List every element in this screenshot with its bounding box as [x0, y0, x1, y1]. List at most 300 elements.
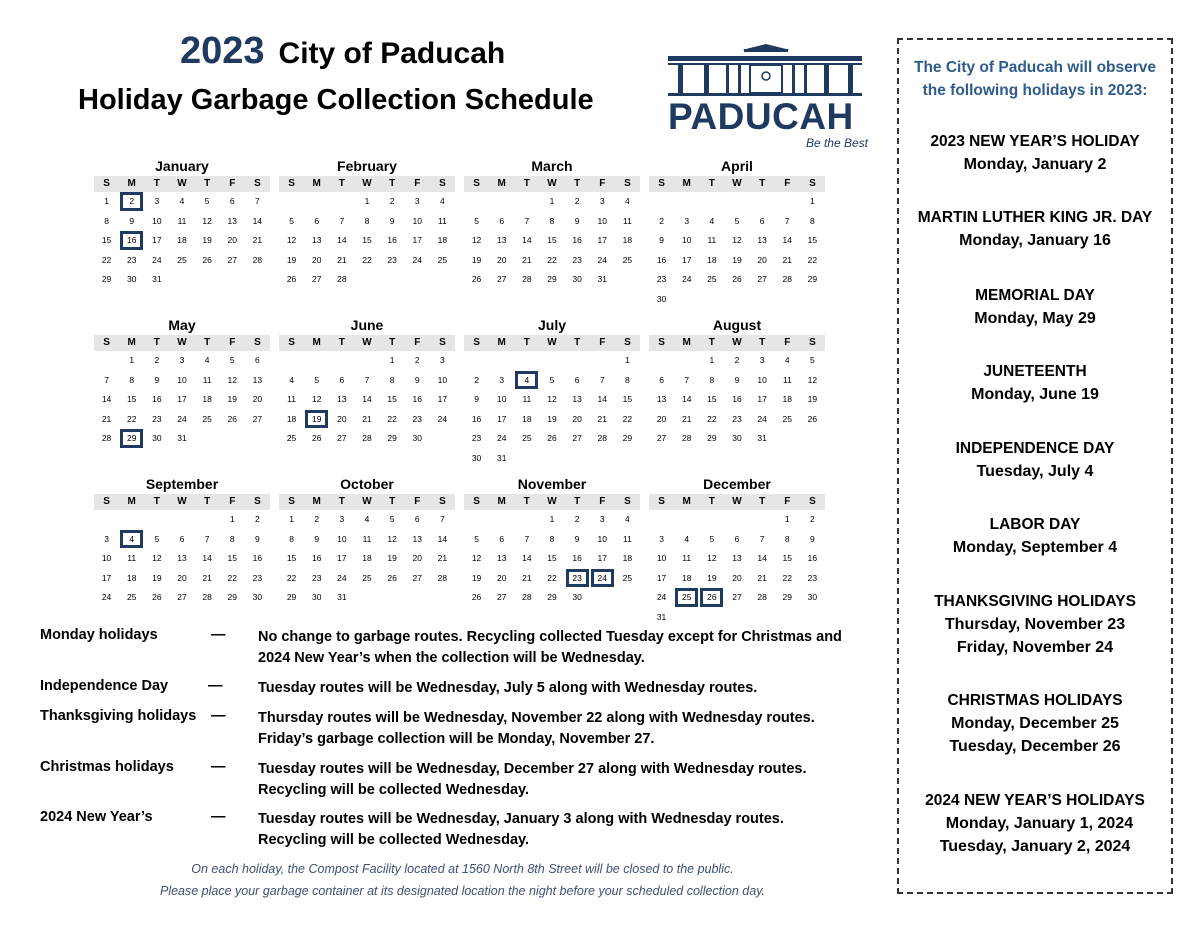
day-cell: 18 — [707, 254, 717, 265]
day-cell: 12 — [547, 394, 557, 404]
day-cell: 13 — [337, 394, 347, 404]
day-cell: 28 — [681, 433, 692, 443]
day-cell: 21 — [202, 572, 212, 583]
day-cell: 7 — [255, 196, 260, 206]
day-grid — [464, 351, 640, 468]
day-cell: 1 — [810, 196, 815, 206]
day-cell: 23 — [252, 572, 263, 583]
note-line: Tuesday routes will be Wednesday, January 3 along with Wednesday routes. — [258, 811, 784, 827]
weekday-header: S — [288, 337, 295, 348]
day-cell: 26 — [227, 413, 237, 424]
day-cell: 8 — [289, 533, 294, 544]
day-cell: 26 — [311, 433, 322, 443]
day-cell: 30 — [656, 293, 667, 304]
day-cell: 27 — [177, 592, 187, 602]
day-cell: 10 — [597, 215, 607, 226]
sidebar-heading-line: The City of Paducah will observe — [913, 59, 1157, 76]
empty-day-cell — [724, 192, 749, 212]
day-cell: 15 — [707, 394, 717, 404]
day-cell: 25 — [622, 572, 633, 583]
day-cell: 1 — [784, 514, 790, 524]
weekday-header: T — [574, 178, 581, 189]
day-cell: 17 — [496, 413, 507, 424]
holiday-date: Tuesday, December 26 — [949, 738, 1121, 755]
day-grid — [279, 192, 455, 290]
day-cell: 13 — [496, 553, 507, 563]
day-cell: 12 — [227, 374, 237, 385]
holiday-day-cell: 16 — [119, 231, 144, 251]
weekday-header: F — [229, 337, 236, 348]
empty-day-cell — [144, 510, 169, 530]
day-cell: 24 — [152, 254, 162, 265]
day-cell: 1 — [625, 355, 630, 365]
day-cell: 22 — [707, 413, 717, 424]
day-cell: 1 — [389, 355, 395, 365]
empty-day-cell — [699, 192, 724, 212]
day-cell: 7 — [784, 215, 790, 226]
day-cell: 6 — [179, 533, 185, 544]
empty-day-cell — [514, 192, 539, 212]
holiday-name: 2024 NEW YEAR’S HOLIDAYS — [925, 792, 1145, 809]
empty-day-cell — [514, 510, 539, 530]
day-cell: 16 — [387, 235, 397, 245]
empty-day-cell — [304, 351, 329, 371]
weekday-header: S — [809, 178, 816, 189]
month-april — [649, 157, 825, 309]
weekday-header: S — [473, 337, 480, 348]
day-cell: 26 — [471, 274, 482, 284]
note-text — [258, 809, 784, 850]
weekday-header: M — [312, 496, 321, 507]
day-cell: 25 — [362, 572, 372, 583]
month-name: March — [531, 158, 573, 174]
day-cell: 2 — [255, 514, 260, 524]
day-cell: 14 — [362, 394, 372, 404]
day-cell: 8 — [709, 374, 715, 385]
day-cell: 12 — [387, 533, 397, 544]
empty-day-cell — [775, 192, 800, 212]
day-cell: 29 — [101, 274, 112, 284]
day-cell: 8 — [104, 215, 109, 226]
weekday-header: T — [759, 178, 766, 189]
day-cell: 20 — [656, 413, 667, 424]
month-december — [649, 475, 825, 627]
weekday-header: S — [473, 496, 480, 507]
day-cell: 23 — [387, 254, 397, 265]
weekday-header-row — [649, 494, 825, 510]
page-title — [180, 30, 600, 73]
holiday-name: THANKSGIVING HOLIDAYS — [934, 593, 1136, 610]
day-cell: 18 — [622, 553, 633, 563]
day-cell: 11 — [682, 553, 692, 563]
day-cell: 10 — [437, 374, 448, 385]
day-cell: 11 — [623, 533, 632, 544]
day-grid — [649, 510, 825, 627]
day-cell: 29 — [782, 592, 792, 602]
day-cell: 9 — [810, 533, 815, 544]
empty-day-cell — [94, 510, 119, 530]
day-cell: 30 — [572, 592, 582, 602]
day-cell: 9 — [389, 215, 395, 226]
day-cell: 20 — [572, 413, 582, 424]
month-name: September — [145, 476, 219, 492]
empty-day-cell — [354, 351, 379, 371]
day-cell: 12 — [152, 553, 162, 563]
day-cell: 16 — [732, 394, 742, 404]
holiday-day-cell: 26 — [699, 588, 724, 608]
sidebar-heading-line: the following holidays in 2023: — [922, 82, 1148, 99]
day-cell: 18 — [286, 413, 297, 424]
day-cell: 24 — [681, 274, 692, 284]
empty-day-cell — [674, 351, 699, 371]
weekday-header: F — [784, 337, 791, 348]
day-cell: 8 — [549, 215, 555, 226]
day-cell: 19 — [471, 254, 482, 265]
footer-compost-note: On each holiday, the Compost Facility located at 1560 North 8th Street will be closed to the public. — [191, 862, 734, 876]
day-cell: 27 — [656, 433, 667, 443]
day-cell: 4 — [289, 374, 294, 385]
day-cell: 27 — [732, 592, 742, 602]
day-cell: 6 — [759, 215, 765, 226]
weekday-header: M — [682, 337, 691, 348]
weekday-header: F — [414, 337, 421, 348]
day-cell: 15 — [547, 235, 557, 245]
holiday-mlk — [899, 206, 1171, 252]
weekday-header-row — [94, 335, 270, 351]
weekday-header: W — [547, 337, 557, 348]
day-cell: 5 — [709, 533, 715, 544]
day-cell: 8 — [129, 374, 135, 385]
day-cell: 1 — [129, 355, 135, 365]
holiday-sidebar — [897, 38, 1173, 894]
holiday-date: Friday, November 24 — [956, 639, 1114, 656]
holiday-date: Monday, June 19 — [971, 386, 1099, 403]
day-cell: 27 — [496, 274, 507, 284]
weekday-header-row — [279, 176, 455, 192]
day-cell: 2 — [314, 514, 320, 524]
day-cell: 28 — [522, 592, 532, 602]
note-monday — [40, 627, 895, 678]
day-cell: 24 — [597, 254, 607, 265]
day-cell: 17 — [412, 235, 422, 245]
day-cell: 19 — [471, 572, 482, 583]
holiday-date: Tuesday, January 2, 2024 — [939, 838, 1131, 855]
day-cell: 4 — [625, 514, 630, 524]
weekday-header: T — [574, 496, 581, 507]
holiday-juneteenth — [899, 360, 1171, 406]
weekday-header-row — [464, 335, 640, 351]
weekday-header: M — [497, 496, 506, 507]
weekday-header-row — [94, 176, 270, 192]
day-cell: 21 — [362, 413, 372, 424]
weekday-header: W — [177, 178, 187, 189]
day-cell: 12 — [732, 235, 742, 245]
day-cell: 6 — [499, 215, 505, 226]
holiday-new-year-2023 — [899, 130, 1171, 176]
empty-day-cell — [590, 351, 615, 371]
day-cell: 21 — [337, 254, 347, 265]
day-cell: 28 — [337, 274, 347, 284]
day-cell: 14 — [782, 235, 792, 245]
day-cell: 21 — [437, 553, 448, 563]
day-cell: 14 — [252, 215, 263, 226]
weekday-header: T — [204, 496, 211, 507]
day-cell: 5 — [314, 374, 320, 385]
day-cell: 28 — [782, 274, 792, 284]
day-cell: 21 — [522, 572, 532, 583]
day-cell: 23 — [126, 254, 137, 265]
day-cell: 13 — [412, 533, 422, 544]
month-name: December — [703, 476, 771, 492]
note-christmas — [40, 759, 895, 809]
holiday-christmas — [899, 689, 1171, 758]
weekday-header: S — [288, 178, 295, 189]
day-cell: 23 — [471, 433, 482, 443]
day-cell: 17 — [597, 235, 607, 245]
holiday-day-cell: 25 — [674, 588, 699, 608]
day-cell: 3 — [499, 374, 505, 385]
sidebar-heading — [899, 56, 1171, 102]
day-cell: 22 — [782, 572, 792, 583]
holiday-name: CHRISTMAS HOLIDAYS — [947, 692, 1123, 709]
day-cell: 3 — [339, 514, 345, 524]
day-cell: 5 — [154, 533, 160, 544]
day-cell: 13 — [311, 235, 322, 245]
day-cell: 17 — [656, 572, 667, 583]
day-cell: 19 — [807, 394, 818, 404]
weekday-header: T — [338, 496, 345, 507]
weekday-header: W — [732, 496, 742, 507]
weekday-header-row — [464, 494, 640, 510]
day-grid — [464, 192, 640, 290]
empty-day-cell — [279, 192, 304, 212]
day-cell: 21 — [522, 254, 532, 265]
day-cell: 16 — [807, 553, 818, 563]
day-cell: 19 — [387, 553, 397, 563]
day-cell: 18 — [437, 235, 448, 245]
day-cell: 27 — [496, 592, 507, 602]
day-cell: 28 — [597, 433, 607, 443]
day-cell: 27 — [252, 413, 263, 424]
day-cell: 1 — [364, 196, 370, 206]
note-dash: — — [211, 627, 226, 643]
day-cell: 15 — [782, 553, 792, 563]
weekday-header: S — [658, 337, 665, 348]
day-cell: 19 — [227, 394, 237, 404]
day-cell: 30 — [572, 274, 582, 284]
day-cell: 19 — [732, 254, 742, 265]
day-cell: 8 — [389, 374, 395, 385]
day-cell: 6 — [339, 374, 345, 385]
month-january — [94, 157, 270, 290]
day-cell: 19 — [152, 572, 162, 583]
holiday-date: Monday, January 2 — [963, 156, 1107, 173]
day-cell: 23 — [572, 254, 582, 265]
day-cell: 6 — [414, 514, 420, 524]
day-cell: 8 — [784, 533, 790, 544]
day-cell: 25 — [286, 433, 297, 443]
weekday-header: M — [497, 178, 506, 189]
day-cell: 26 — [807, 413, 818, 424]
weekday-header: T — [153, 337, 160, 348]
day-cell: 5 — [549, 374, 555, 385]
empty-day-cell — [649, 351, 674, 371]
weekday-header: M — [127, 496, 136, 507]
day-cell: 30 — [732, 433, 742, 443]
day-cell: 3 — [414, 196, 420, 206]
month-july — [464, 316, 640, 468]
note-thanksgiving — [40, 708, 895, 759]
day-cell: 9 — [474, 394, 479, 404]
holiday-date: Tuesday, July 4 — [976, 463, 1094, 480]
day-grid — [94, 510, 270, 608]
day-cell: 16 — [471, 413, 482, 424]
footer-container-note: Please place your garbage container at its designated location the night before your scheduled collection day. — [159, 884, 766, 898]
day-cell: 4 — [709, 215, 715, 226]
day-cell: 17 — [437, 394, 448, 404]
empty-day-cell — [724, 510, 749, 530]
weekday-header: S — [658, 178, 665, 189]
weekday-header-row — [649, 335, 825, 351]
weekday-header: F — [784, 496, 791, 507]
holiday-day-cell: 23 — [565, 569, 590, 589]
weekday-header: F — [229, 178, 236, 189]
weekday-header: T — [523, 178, 530, 189]
day-cell: 8 — [549, 533, 555, 544]
empty-day-cell — [464, 510, 489, 530]
day-cell: 19 — [707, 572, 717, 583]
day-cell: 3 — [440, 355, 445, 365]
day-cell: 30 — [252, 592, 263, 602]
note-line: Tuesday routes will be Wednesday, December 27 along with Wednesday routes. — [258, 761, 807, 777]
day-cell: 10 — [152, 215, 162, 226]
day-cell: 24 — [337, 572, 347, 583]
day-cell: 18 — [202, 394, 212, 404]
empty-day-cell — [169, 510, 194, 530]
holiday-day-cell: 24 — [590, 569, 615, 589]
day-cell: 5 — [810, 355, 815, 365]
day-cell: 18 — [782, 394, 792, 404]
day-cell: 2 — [810, 514, 815, 524]
day-cell: 2 — [659, 215, 664, 226]
day-cell: 13 — [656, 394, 667, 404]
day-cell: 17 — [681, 254, 692, 265]
day-cell: 26 — [547, 433, 557, 443]
weekday-header-row — [94, 494, 270, 510]
day-cell: 28 — [757, 592, 767, 602]
day-cell: 23 — [152, 413, 162, 424]
day-cell: 5 — [474, 533, 479, 544]
month-name: August — [712, 317, 762, 333]
day-cell: 14 — [202, 553, 212, 563]
day-cell: 31 — [757, 433, 767, 443]
weekday-header: S — [288, 496, 295, 507]
day-cell: 15 — [126, 394, 137, 404]
day-cell: 7 — [599, 374, 605, 385]
note-label: Monday holidays — [40, 627, 158, 643]
day-cell: 22 — [227, 572, 237, 583]
day-cell: 28 — [252, 254, 263, 265]
day-cell: 21 — [681, 413, 692, 424]
holiday-date: Monday, January 1, 2024 — [936, 815, 1134, 832]
day-cell: 16 — [412, 394, 422, 404]
holiday-date: Monday, January 16 — [959, 232, 1111, 249]
day-cell: 20 — [496, 254, 507, 265]
note-line: Thursday routes will be Wednesday, November 22 along with Wednesday routes. — [258, 710, 815, 726]
weekday-header: S — [103, 496, 110, 507]
day-cell: 20 — [337, 413, 347, 424]
empty-day-cell — [750, 510, 775, 530]
weekday-header: S — [439, 337, 446, 348]
empty-day-cell — [304, 192, 329, 212]
weekday-header: T — [759, 337, 766, 348]
day-cell: 20 — [252, 394, 263, 404]
day-cell: 4 — [684, 533, 690, 544]
day-cell: 30 — [152, 433, 162, 443]
empty-day-cell — [649, 510, 674, 530]
empty-day-cell — [565, 351, 590, 371]
holiday-name: MEMORIAL DAY — [975, 287, 1095, 304]
paducah-logo — [662, 42, 872, 154]
month-february — [279, 157, 455, 290]
day-cell: 3 — [154, 196, 160, 206]
day-cell: 5 — [229, 355, 235, 365]
day-cell: 29 — [547, 274, 557, 284]
day-cell: 22 — [622, 413, 633, 424]
day-cell: 31 — [496, 452, 507, 463]
day-cell: 2 — [414, 355, 420, 365]
day-cell: 1 — [289, 514, 294, 524]
weekday-header: T — [338, 337, 345, 348]
day-cell: 27 — [337, 433, 347, 443]
day-cell: 16 — [311, 553, 322, 563]
day-cell: 9 — [255, 533, 260, 544]
day-cell: 29 — [547, 592, 557, 602]
day-cell: 3 — [599, 514, 605, 524]
weekday-header: F — [599, 496, 606, 507]
weekday-header: M — [312, 178, 321, 189]
day-cell: 13 — [757, 235, 767, 245]
page-subtitle: Holiday Garbage Collection Schedule — [78, 84, 594, 116]
day-cell: 10 — [757, 374, 767, 385]
day-cell: 15 — [807, 235, 818, 245]
day-cell: 9 — [154, 374, 160, 385]
day-cell: 16 — [572, 235, 582, 245]
day-cell: 26 — [732, 274, 742, 284]
day-cell: 25 — [202, 413, 212, 424]
day-cell: 26 — [152, 592, 162, 602]
day-cell: 18 — [681, 572, 692, 583]
day-cell: 5 — [734, 215, 740, 226]
weekday-header: T — [204, 337, 211, 348]
weekday-header: S — [473, 178, 480, 189]
weekday-header: S — [254, 337, 261, 348]
title-city: City of Paducah — [278, 37, 506, 70]
day-cell: 15 — [362, 235, 372, 245]
day-cell: 29 — [807, 274, 818, 284]
day-cell: 14 — [597, 394, 607, 404]
weekday-header: T — [153, 496, 160, 507]
holiday-day-cell: 4 — [119, 530, 144, 550]
weekday-header: S — [624, 178, 631, 189]
logo-wordmark: PADUCAH — [668, 96, 854, 137]
day-cell: 16 — [656, 254, 667, 265]
day-cell: 1 — [549, 196, 555, 206]
day-cell: 11 — [362, 533, 372, 544]
day-cell: 3 — [599, 196, 605, 206]
note-line: Friday’s garbage collection will be Monday, November 27. — [258, 730, 655, 747]
weekday-header: M — [682, 496, 691, 507]
